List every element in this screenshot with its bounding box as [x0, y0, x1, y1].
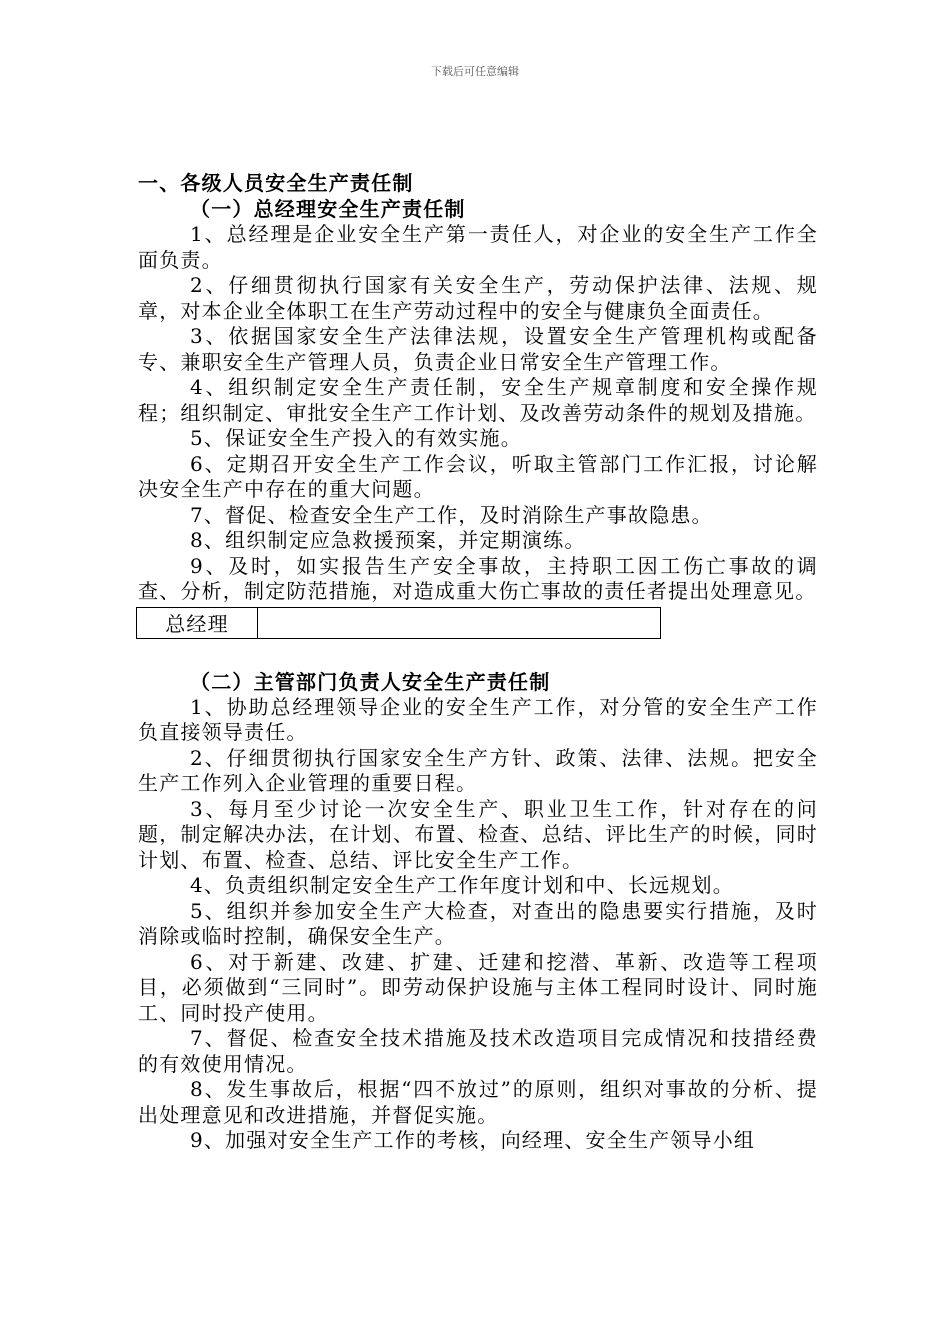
paragraph: 1、协助总经理领导企业的安全生产工作，对分管的安全生产工作负直接领导责任。: [138, 694, 818, 744]
paragraph: 4、负责组织制定安全生产工作年度计划和中、长远规划。: [190, 873, 734, 897]
paragraph: 4、组织制定安全生产责任制，安全生产规章制度和安全操作规程；组织制定、审批安全生产工作计划、及改善劳动条件的规划及措施。: [138, 375, 818, 425]
header-watermark: 下载后可任意编辑: [431, 65, 519, 78]
paragraph: 7、督促、检查安全技术措施及技术改造项目完成情况和技措经费的有效使用情况。: [138, 1026, 818, 1076]
paragraph: 5、组织并参加安全生产大检查，对查出的隐患要实行措施，及时消除或临时控制，确保安全生产。: [138, 898, 818, 948]
paragraph: 3、依据国家安全生产法律法规，设置安全生产管理机构或配备专、兼职安全生产管理人员，负责企业日常安全生产管理工作。: [138, 324, 818, 374]
subsection-title-general-manager: （一）总经理安全生产责任制: [190, 197, 466, 221]
paragraph: 2、仔细贯彻执行国家安全生产方针、政策、法律、法规。把安全生产工作列入企业管理的重要日程。: [138, 745, 818, 795]
paragraph: 9、及时，如实报告生产安全事故，主持职工因工伤亡事故的调查、分析，制定防范措施，对造成重大伤亡事故的责任者提出处理意见。: [138, 553, 818, 603]
paragraph: 3、每月至少讨论一次安全生产、职业卫生工作，针对存在的问题，制定解决办法，在计划、布置、检查、总结、评比生产的时候，同时计划、布置、检查、总结、评比安全生产工作。: [138, 796, 818, 872]
signature-label: 总经理: [137, 607, 258, 638]
signature-table: [136, 607, 661, 639]
paragraph: 8、发生事故后，根据“四不放过”的原则，组织对事故的分析、提出处理意见和改进措施，并督促实施。: [138, 1077, 818, 1127]
document-body: [138, 170, 818, 1154]
paragraph: 2、仔细贯彻执行国家有关安全生产，劳动保护法律、法规、规章，对本企业全体职工在生产劳动过程中的安全与健康负全面责任。: [138, 273, 818, 323]
section-spacer: [138, 639, 818, 669]
section-title: 一、各级人员安全生产责任制: [138, 171, 414, 195]
paragraph: 8、组织制定应急救援预案，并定期演练。: [190, 528, 586, 552]
signature-field[interactable]: [258, 607, 661, 638]
paragraph: 6、对于新建、改建、扩建、迁建和挖潜、革新、改造等工程项目，必须做到“三同时”。即劳动保护设施与主体工程同时设计、同时施工、同时投产使用。: [138, 949, 818, 1025]
subsection-title-department-head: （二）主管部门负责人安全生产责任制: [190, 669, 551, 694]
paragraph: 7、督促、检查安全生产工作，及时消除生产事故隐患。: [190, 502, 713, 527]
paragraph: 1、总经理是企业安全生产第一责任人，对企业的安全生产工作全面负责。: [138, 222, 818, 272]
paragraph: 5、保证安全生产投入的有效实施。: [190, 426, 522, 450]
paragraph: 9、加强对安全生产工作的考核，向经理、安全生产领导小组: [190, 1128, 756, 1152]
paragraph: 6、定期召开安全生产工作会议，听取主管部门工作汇报，讨论解决安全生产中存在的重大问题。: [138, 451, 818, 501]
